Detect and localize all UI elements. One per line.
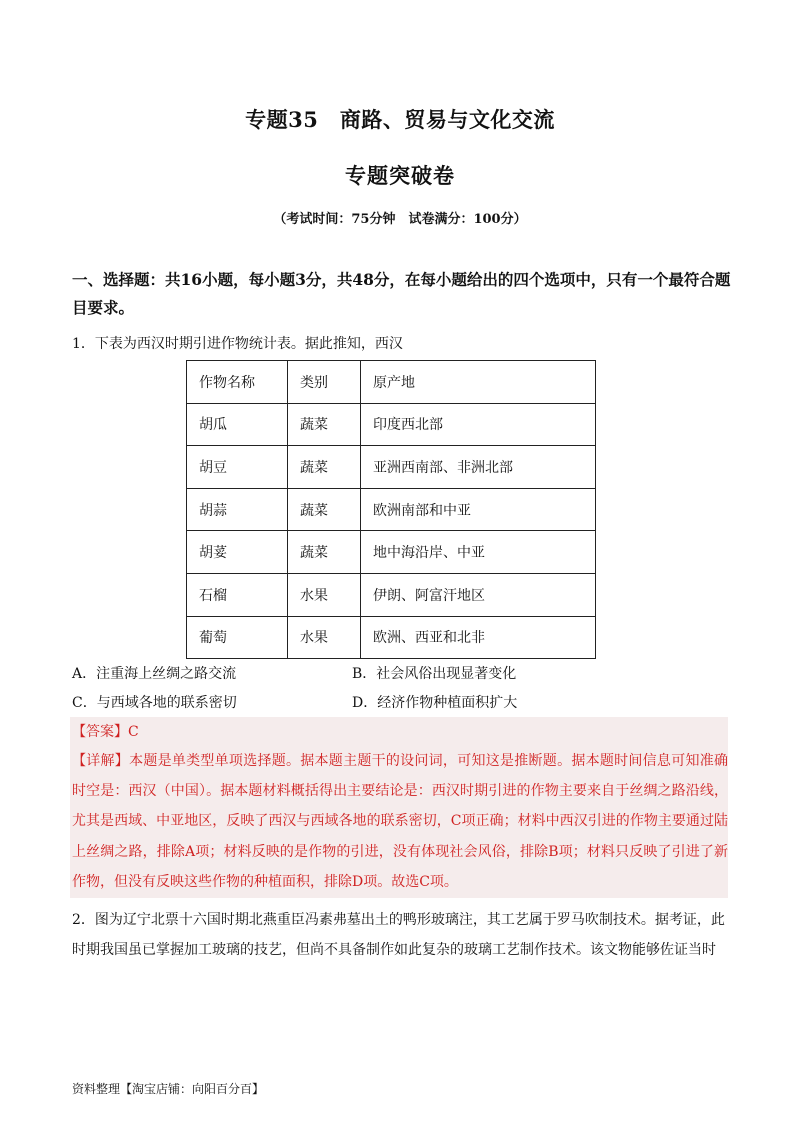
option-a: A．注重海上丝绸之路交流 [72,666,237,682]
answer-explanation: 【详解】本题是单类型单项选择题。据本题主题干的设问词，可知这是推断题。据本题时间信息可知准确时空是：西汉（中国）。据本题材料概括得出主要结论是：西汉时期引进的作物主要来自于丝绸之路沿线，尤其是西域、中亚地区，反映了西汉与西域各地的联系密切，C项正确；材料中西汉引进的作物主要通过陆上丝绸之路，排除A项；材料反映的是作物的引进，没有体现社会风俗，排除B项；材料只反映了引进了新作物，但没有反映这些作物的种植面积，排除D项。故选C项。 [72,753,728,890]
table-cell: 印度西北部 [361,403,596,446]
option-d: D．经济作物种植面积扩大 [352,695,518,711]
table-cell: 地中海沿岸、中亚 [361,531,596,574]
table-header-row [187,361,596,404]
table-cell: 伊朗、阿富汗地区 [361,573,596,616]
table-cell: 葡萄 [187,616,288,659]
option-c: C．与西域各地的联系密切 [72,695,237,711]
question-2-stem: 2．图为辽宁北票十六国时期北燕重臣冯素弗墓出土的鸭形玻璃注，其工艺属于罗马吹制技术。据考证，此时期我国虽已掌握加工玻璃的技艺，但尚不具备制作如此复杂的玻璃工艺制作技术。该文物能够佐证当时 [72,912,725,958]
table-header-cell: 类别 [288,361,361,404]
table-row [187,403,596,446]
table-cell: 欧洲、西亚和北非 [361,616,596,659]
table-cell: 胡瓜 [187,403,288,446]
table-cell: 蔬菜 [288,488,361,531]
table-cell: 水果 [288,616,361,659]
table-cell: 欧洲南部和中亚 [361,488,596,531]
section-heading: 一、选择题：共16小题，每小题3分，共48分，在每小题给出的四个选项中，只有一个最符合题目要求。 [72,270,731,317]
table-header-cell: 原产地 [361,361,596,404]
table-cell: 蔬菜 [288,403,361,446]
table-row [187,616,596,659]
page-subtitle: 专题突破卷 [345,163,455,188]
table-row [187,488,596,531]
page-title: 专题35 商路、贸易与文化交流 [245,107,555,132]
option-b: B．社会风俗出现显著变化 [352,666,517,682]
exam-info: （考试时间：75分钟 试卷满分：100分） [273,212,527,227]
table-cell: 石榴 [187,573,288,616]
answer-text: 【答案】C [72,724,139,740]
table-header-cell: 作物名称 [187,361,288,404]
table-cell: 胡豆 [187,446,288,489]
footer-note: 资料整理【淘宝店铺：向阳百分百】 [72,1082,265,1096]
table-cell: 胡荽 [187,531,288,574]
table-row [187,531,596,574]
table-cell: 蔬菜 [288,446,361,489]
table-cell: 胡蒜 [187,488,288,531]
table-cell: 水果 [288,573,361,616]
crop-table [186,360,596,659]
question-1-stem: 1．下表为西汉时期引进作物统计表。据此推知，西汉 [72,336,403,352]
table-cell: 蔬菜 [288,531,361,574]
table-row [187,573,596,616]
table-row [187,446,596,489]
table-cell: 亚洲西南部、非洲北部 [361,446,596,489]
